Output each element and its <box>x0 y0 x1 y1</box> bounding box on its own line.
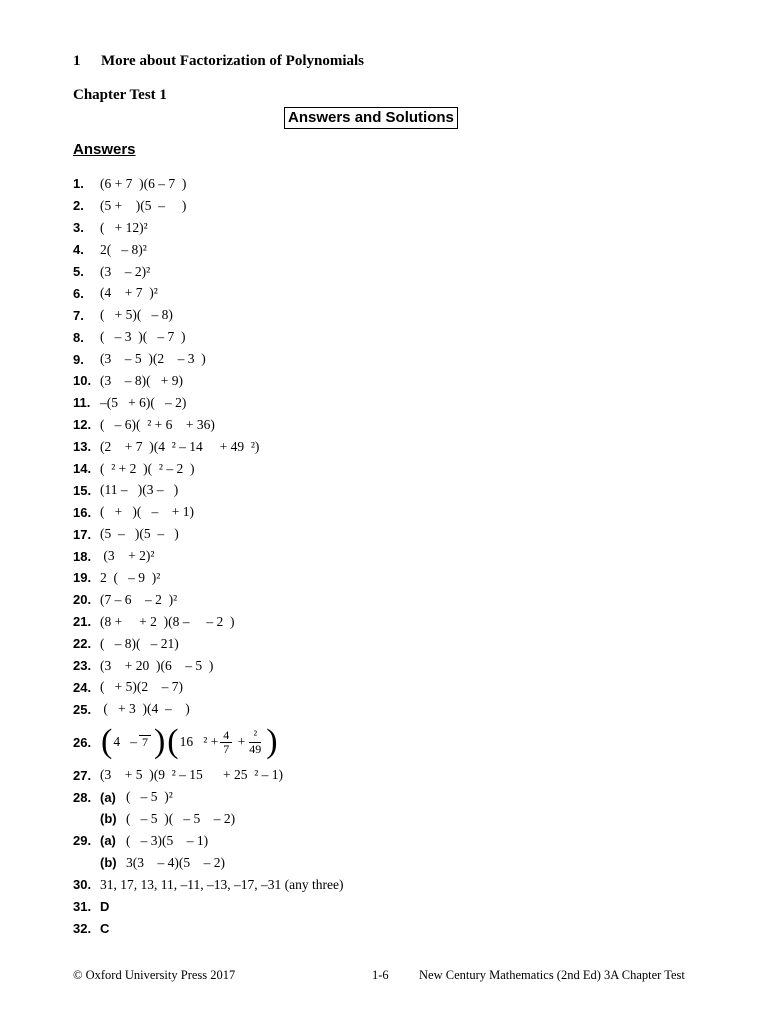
answer-expression: ( – 5 )( – 5 – 2) <box>126 810 236 826</box>
fraction-denominator: 49 <box>249 741 262 756</box>
answer-item <box>73 304 343 326</box>
answer-item <box>73 523 343 545</box>
expr-part: 4 – <box>113 734 137 750</box>
answer-item <box>73 479 343 501</box>
answer-item <box>73 348 343 370</box>
answer-item <box>73 370 343 392</box>
answer-expression: 3(3 – 4)(5 – 2) <box>126 854 225 870</box>
chapter-header <box>73 53 364 70</box>
answer-item <box>73 611 343 633</box>
answer-expression: ( – 3)(5 – 1) <box>126 832 209 848</box>
answer-expression: ( – 8)( – 21) <box>100 635 179 651</box>
answer-item <box>73 326 343 348</box>
answer-choice: C <box>100 920 110 936</box>
footer-page-number: 1-6 <box>372 968 389 982</box>
answer-number: 14. <box>73 461 92 477</box>
answer-expression: (7 – 6 – 2 )² <box>100 591 178 607</box>
answer-item <box>73 698 343 720</box>
answer-item <box>73 501 343 523</box>
fraction <box>247 729 263 755</box>
answer-item <box>73 852 343 874</box>
answer-number: 17. <box>73 526 92 542</box>
answer-expression: (11 – )(3 – ) <box>100 482 179 498</box>
part-label: (b) <box>100 811 117 827</box>
answer-item <box>73 676 343 698</box>
answer-number: 19. <box>73 570 92 586</box>
answer-number: 22. <box>73 636 92 652</box>
fraction-denominator: 7 <box>223 741 230 756</box>
answer-item <box>73 282 343 304</box>
answer-expression: 31, 17, 13, 11, –11, –13, –17, –31 (any three) <box>100 876 344 892</box>
answer-number: 16. <box>73 504 92 520</box>
answer-item <box>73 764 343 786</box>
chapter-number: 1 <box>73 53 81 69</box>
answer-number: 18. <box>73 548 92 564</box>
answer-number: 26. <box>73 734 92 750</box>
footer-book-title: New Century Mathematics (2nd Ed) 3A Chapter Test <box>419 968 685 982</box>
fraction <box>220 729 232 755</box>
answer-number: 28. <box>73 789 92 805</box>
answer-item <box>73 896 343 918</box>
answer-item <box>73 633 343 655</box>
answer-expression: ( – 5 )² <box>126 789 173 805</box>
answer-expression: ( + 12)² <box>100 219 148 235</box>
answer-item <box>73 217 343 239</box>
answer-item <box>73 414 343 436</box>
answer-expression: 2( – 8)² <box>100 241 147 257</box>
expr-part: 16 ² + <box>179 734 219 750</box>
footer-copyright: © Oxford University Press 2017 <box>73 968 236 982</box>
answer-item <box>73 786 343 808</box>
answer-item <box>73 918 343 940</box>
answer-number: 6. <box>73 285 84 301</box>
answer-number: 4. <box>73 242 84 258</box>
section-title: Answers and Solutions <box>284 107 458 129</box>
answer-item <box>73 545 343 567</box>
answer-number: 8. <box>73 329 84 345</box>
answer-number: 30. <box>73 877 92 893</box>
answer-item <box>73 720 343 764</box>
answer-item <box>73 808 343 830</box>
answer-choice: D <box>100 899 110 915</box>
answer-item <box>73 239 343 261</box>
answer-item <box>73 261 343 283</box>
answer-expression: (3 – 5 )(2 – 3 ) <box>100 351 206 367</box>
answer-list <box>73 173 343 939</box>
answer-item <box>73 655 343 677</box>
answer-number: 20. <box>73 592 92 608</box>
answer-expression: (3 + 5 )(9 ² – 15 + 25 ² – 1) <box>100 767 284 783</box>
answer-expression <box>100 725 279 759</box>
answers-heading: Answers <box>73 141 136 158</box>
answer-number: 9. <box>73 351 84 367</box>
answer-number: 10. <box>73 373 92 389</box>
answer-expression: (3 + 20 )(6 – 5 ) <box>100 657 214 673</box>
answer-expression: (3 – 2)² <box>100 263 151 279</box>
answer-expression: (2 + 7 )(4 ² – 14 + 49 ²) <box>100 438 260 454</box>
answer-expression: ( ² + 2 )( ² – 2 ) <box>100 460 195 476</box>
answer-expression: ( + 3 )(4 – ) <box>100 701 190 717</box>
answer-number: 25. <box>73 701 92 717</box>
part-label: (a) <box>100 833 116 849</box>
expr-part: + <box>234 734 246 750</box>
answer-number: 7. <box>73 307 84 323</box>
fraction-numerator: ² <box>249 729 261 743</box>
answer-item <box>73 458 343 480</box>
test-title: Chapter Test 1 <box>73 87 167 103</box>
answer-number: 3. <box>73 220 84 236</box>
answer-number: 29. <box>73 833 92 849</box>
answer-expression: (4 + 7 )² <box>100 285 158 301</box>
answer-number: 15. <box>73 482 92 498</box>
close-paren: ) <box>153 723 166 761</box>
answer-number: 11. <box>73 395 91 411</box>
answer-number: 12. <box>73 417 92 433</box>
answer-item <box>73 195 343 217</box>
answer-item <box>73 567 343 589</box>
answer-expression: ( + 5)(2 – 7) <box>100 679 183 695</box>
answer-number: 5. <box>73 264 84 279</box>
answer-number: 13. <box>73 439 92 455</box>
open-paren: ( <box>167 723 179 761</box>
part-label: (a) <box>100 789 116 805</box>
answer-number: 31. <box>73 899 92 915</box>
answer-expression: (8 + + 2 )(8 – – 2 ) <box>100 613 235 629</box>
answer-expression: ( + )( – + 1) <box>100 504 194 520</box>
answer-number: 23. <box>73 658 92 674</box>
answer-expression: –(5 + 6)( – 2) <box>100 394 187 410</box>
open-paren: ( <box>101 723 113 761</box>
answer-item <box>73 589 343 611</box>
answer-expression: ( + 5)( – 8) <box>100 307 173 323</box>
answer-expression: (5 + )(5 – ) <box>100 197 187 213</box>
answer-number: 32. <box>73 920 92 936</box>
close-paren: ) <box>266 723 278 761</box>
answer-item <box>73 173 343 195</box>
answer-expression: 2 ( – 9 )² <box>100 569 161 585</box>
answer-expression: (6 + 7 )(6 – 7 ) <box>100 175 187 191</box>
answer-number: 21. <box>73 614 92 630</box>
chapter-title: More about Factorization of Polynomials <box>101 53 365 69</box>
answer-item <box>73 392 343 414</box>
answer-item <box>73 830 343 852</box>
answer-number: 27. <box>73 767 92 783</box>
answer-item <box>73 436 343 458</box>
answer-item <box>73 874 343 896</box>
answer-expression: ( – 6)( ² + 6 + 36) <box>100 416 215 432</box>
fraction <box>139 735 151 749</box>
answer-expression: ( – 3 )( – 7 ) <box>100 329 186 345</box>
answer-number: 2. <box>73 198 84 214</box>
answer-number: 24. <box>73 679 92 695</box>
fraction-denominator: 7 <box>141 735 148 750</box>
answer-expression: (3 – 8)( + 9) <box>100 372 183 388</box>
answer-expression: (3 + 2)² <box>100 548 155 564</box>
fraction-numerator: 4 <box>220 729 232 743</box>
answer-expression: (5 – )(5 – ) <box>100 526 179 542</box>
part-label: (b) <box>100 855 117 871</box>
answer-number: 1. <box>73 176 84 192</box>
